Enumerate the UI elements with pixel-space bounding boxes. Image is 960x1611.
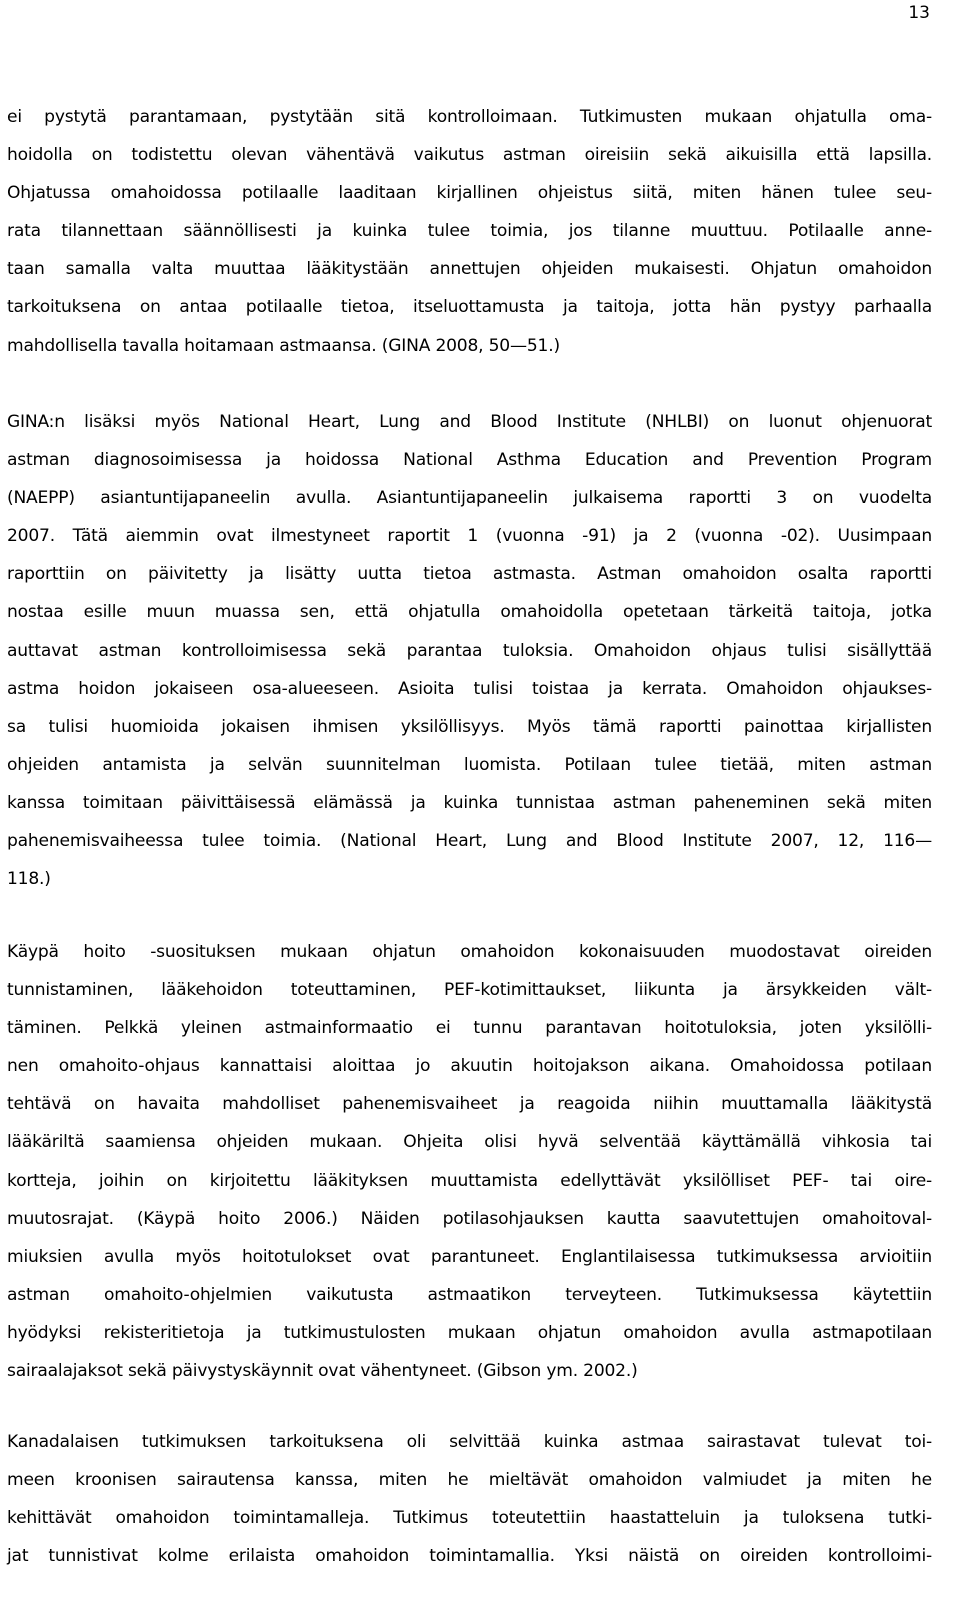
text-line: nostaa esille muun muassa sen, että ohjatulla omahoidolla opetetaan tärkeitä taitoja, jotka: [7, 602, 932, 623]
text-line: jat tunnistivat kolme erilaista omahoidon toimintamallia. Yksi näistä on oireiden kontrolloimi-: [7, 1546, 932, 1567]
text-line: mahdollisella tavalla hoitamaan astmaansa. (GINA 2008, 50—51.): [7, 335, 560, 356]
paragraph-canadian-study: [7, 1423, 932, 1575]
text-line: raporttiin on päivitetty ja lisätty uutta tietoa astmasta. Astman omahoidon osalta raportti: [7, 564, 932, 585]
text-line: auttavat astman kontrolloimisessa sekä parantaa tuloksia. Omahoidon ohjaus tulisi sisällyttää: [7, 640, 932, 661]
text-line: GINA:n lisäksi myös National Heart, Lung and Blood Institute (NHLBI) on luonut ohjenuorat: [7, 412, 932, 432]
text-line: tarkoituksena on antaa potilaalle tietoa, itseluottamusta ja taitoja, jotta hän pystyy parhaalla: [7, 297, 932, 318]
text-line: ohjeiden antamista ja selvän suunnitelman luomista. Potilaan tulee tietää, miten astman: [7, 754, 932, 775]
text-line: sairaalajaksot sekä päivystyskäynnit ovat vähentyneet. (Gibson ym. 2002.): [7, 1361, 638, 1382]
text-line: täminen. Pelkkä yleinen astmainformaatio ei tunnu parantavan hoitotuloksia, joten yksilölli-: [7, 1018, 932, 1039]
text-line: (NAEPP) asiantuntijapaneelin avulla. Asiantuntijapaneelin julkaisema raportti 3 on vuodelta: [7, 488, 932, 509]
text-line: miuksien avulla myös hoitotulokset ovat parantuneet. Englantilaisessa tutkimuksessa arvioitiin: [7, 1246, 932, 1267]
text-line: tunnistaminen, lääkehoidon toteuttaminen, PEF-kotimittaukset, liikunta ja ärsykkeiden vält-: [7, 980, 932, 1001]
text-line: kanssa toimitaan päivittäisessä elämässä ja kuinka tunnistaa astman paheneminen sekä miten: [7, 792, 932, 813]
text-line: tehtävä on havaita mahdolliset pahenemisvaiheet ja reagoida niihin muuttamalla lääkitystä: [7, 1094, 932, 1115]
text-line: lääkäriltä saamiensa ohjeiden mukaan. Ohjeita olisi hyvä selventää käyttämällä vihkosia tai: [7, 1132, 932, 1153]
text-line: taan samalla valta muuttaa lääkitystään annettujen ohjeiden mukaisesti. Ohjatun omahoidon: [7, 259, 932, 280]
text-line: sa tulisi huomioida jokaisen ihmisen yksilöllisyys. Myös tämä raportti painottaa kirjallisten: [7, 716, 932, 737]
text-line: astman diagnosoimisessa ja hoidossa National Asthma Education and Prevention Program: [7, 450, 932, 471]
text-line: Ohjatussa omahoidossa potilaalle laaditaan kirjallinen ohjeistus siitä, miten hänen tulee seu-: [7, 183, 932, 204]
text-line: Kanadalaisen tutkimuksen tarkoituksena oli selvittää kuinka astmaa sairastavat tulevat toi-: [7, 1432, 932, 1452]
text-line: hoidolla on todistettu olevan vähentävä vaikutus astman oireisiin sekä aikuisilla että lapsilla.: [7, 145, 932, 166]
text-line: astman omahoito-ohjelmien vaikutusta astmaatikon terveyteen. Tutkimuksessa käytettiin: [7, 1284, 932, 1305]
text-line: muutosrajat. (Käypä hoito 2006.) Näiden potilasohjauksen kautta saavutettujen omahoitoval-: [7, 1208, 932, 1229]
text-line: 118.): [7, 869, 51, 890]
text-line: kehittävät omahoidon toimintamalleja. Tutkimus toteutettiin haastatteluin ja tuloksena tutki-: [7, 1508, 932, 1529]
text-line: kortteja, joihin on kirjoitettu lääkityksen muuttamista edellyttävät yksilölliset PEF- tai oire-: [7, 1170, 932, 1191]
text-line: rata tilannettaan säännöllisesti ja kuinka tulee toimia, jos tilanne muuttuu. Potilaalle anne-: [7, 221, 932, 242]
paragraph-self-management: [7, 98, 932, 365]
text-line: hyödyksi rekisteritietoja ja tutkimustulosten mukaan ohjatun omahoidon avulla astmapotilaan: [7, 1322, 932, 1343]
paragraph-nhlbi: [7, 403, 932, 898]
text-line: Käypä hoito -suosituksen mukaan ohjatun omahoidon kokonaisuuden muodostavat oireiden: [7, 942, 932, 962]
text-line: pahenemisvaiheessa tulee toimia. (National Heart, Lung and Blood Institute 2007, 12, 116—: [7, 831, 932, 852]
text-line: nen omahoito-ohjaus kannattaisi aloittaa jo akuutin hoitojakson aikana. Omahoidossa potilaan: [7, 1056, 932, 1077]
text-line: 2007. Tätä aiemmin ovat ilmestyneet raportit 1 (vuonna -91) ja 2 (vuonna -02). Uusimpaan: [7, 526, 932, 547]
text-line: ei pystytä parantamaan, pystytään sitä kontrolloimaan. Tutkimusten mukaan ohjatulla oma-: [7, 107, 932, 127]
text-line: astma hoidon jokaiseen osa-alueeseen. Asioita tulisi toistaa ja kerrata. Omahoidon ohjaukses-: [7, 678, 932, 699]
page-number: 13: [908, 3, 930, 23]
text-line: meen kroonisen sairautensa kanssa, miten he mieltävät omahoidon valmiudet ja miten he: [7, 1470, 932, 1491]
paragraph-kaypa-hoito: [7, 933, 932, 1390]
